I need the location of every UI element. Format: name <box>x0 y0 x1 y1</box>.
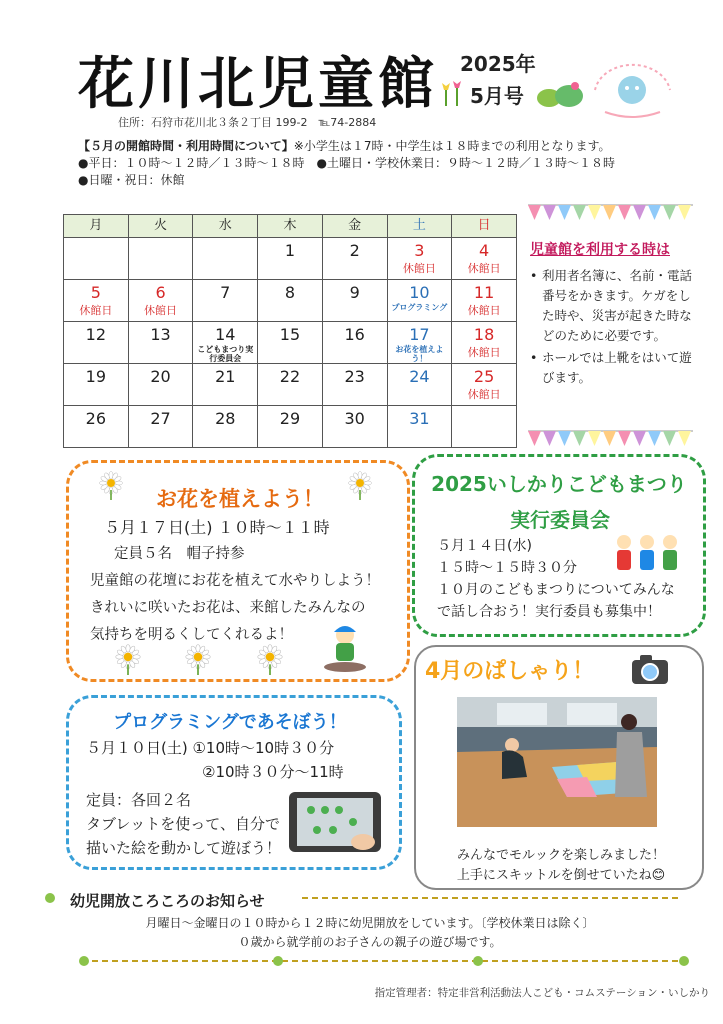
photo-report-title: 4月のぱしゃり！ <box>425 659 595 684</box>
festival-line: で話し合おう！実行委員も募集中！ <box>437 604 661 620</box>
daisy-icon <box>112 643 144 675</box>
calendar-day-cell <box>193 406 258 448</box>
daisy-icon <box>182 643 214 675</box>
calendar-day-cell <box>322 238 387 280</box>
calendar-day-number: 19 <box>85 367 107 386</box>
calendar-day-cell <box>387 280 452 322</box>
calendar-day-number: 31 <box>409 409 430 428</box>
bunting-flag <box>528 205 541 220</box>
calendar-day-cell <box>452 280 517 322</box>
calendar-day-number: 24 <box>409 367 430 386</box>
calendar-day-cell <box>128 280 193 322</box>
calendar-week-row <box>64 406 517 448</box>
infant-open-text <box>60 914 680 952</box>
calendar-day-number: 14 <box>215 325 236 344</box>
calendar-day-number: 4 <box>479 241 490 260</box>
photo-caption-line: みんなでモルックを楽しみました！ <box>456 848 665 863</box>
flower-event-line: 気持ちを明るくしてくれるよ！ <box>90 627 293 643</box>
calendar-day-number: 5 <box>90 283 101 302</box>
daisy-icon <box>96 470 126 500</box>
flower-event-capacity: 定員５名 帽子持参 <box>114 546 245 562</box>
calendar-day-number: 12 <box>85 325 107 344</box>
photo-caption <box>430 846 692 886</box>
calendar-day-cell <box>258 406 323 448</box>
calendar-day-cell <box>322 406 387 448</box>
bunting-flag <box>678 431 691 446</box>
tablet-illustration <box>287 790 383 854</box>
children-illustration <box>612 532 682 572</box>
hours-heading-line <box>78 138 678 155</box>
bunting-flag <box>618 205 631 220</box>
calendar-day-cell <box>387 322 452 364</box>
weekday-header: 金 <box>322 215 387 238</box>
photo-caption-line: 上手にスキットルを倒せていたね😊 <box>456 868 666 883</box>
footer-manager: 指定管理者：特定非営利活動法人こども・コムステーション・いしかり <box>374 987 710 999</box>
calendar-day-number: 26 <box>85 409 107 428</box>
infant-open-line: ０歳から就学前のお子さんの親子の遊び場です。 <box>238 935 502 949</box>
calendar-day-cell <box>452 406 517 448</box>
programming-line: 描いた絵を動かして遊ぼう！ <box>86 839 282 857</box>
calendar-day-number: 30 <box>344 409 365 428</box>
bunting-flag <box>633 205 646 220</box>
usage-rules-title: 児童館を利用する時は <box>530 242 670 258</box>
calendar-day-cell <box>193 322 258 364</box>
calendar-week-row <box>64 364 517 406</box>
calendar-day-number: 16 <box>344 325 365 344</box>
flower-event-title: お花を植えよう！ <box>156 487 324 511</box>
calendar-day-cell <box>64 406 129 448</box>
bunting-decoration <box>528 430 693 448</box>
calendar-day-cell <box>128 322 193 364</box>
weekday-header: 水 <box>193 215 258 238</box>
calendar-day-number: 22 <box>279 367 301 386</box>
infant-open-title: 幼児開放ころころのお知らせ <box>70 892 265 910</box>
calendar-day-number: 18 <box>473 325 495 344</box>
bunting-flag <box>528 431 541 446</box>
programming-capacity: 定員：各回２名 <box>86 791 192 809</box>
molkky-photo <box>457 697 657 827</box>
calendar-body <box>64 238 517 448</box>
festival-title: 2025いしかりこどもまつり <box>431 472 687 496</box>
calendar-day-number: 8 <box>284 283 296 302</box>
calendar-week-row <box>64 280 517 322</box>
calendar-day-number: 25 <box>473 367 495 386</box>
weekday-header-sunday: 日 <box>452 215 517 238</box>
daisy-icon <box>254 643 286 675</box>
flower-event-line: きれいに咲いたお花は、来館したみんなの <box>90 600 366 616</box>
usage-rules-list <box>530 266 695 388</box>
bunting-flag <box>603 431 616 446</box>
bunting-flag <box>558 431 571 446</box>
calendar-day-number: 9 <box>349 283 360 302</box>
calendar-day-number: 28 <box>215 409 236 428</box>
festival-line: １０月のこどもまつりについてみんな <box>437 582 675 598</box>
bunting-flag <box>648 431 661 446</box>
bunting-flag <box>558 205 571 220</box>
calendar-header-row <box>64 215 517 238</box>
calendar-day-number: 29 <box>279 409 301 428</box>
calendar-day-cell <box>387 364 452 406</box>
bunting-flag <box>543 431 556 446</box>
flower-event-line: 児童館の花壇にお花を植えて水やりしよう！ <box>90 573 380 589</box>
bunting-flag <box>633 431 646 446</box>
bunting-flag <box>678 205 691 220</box>
hours-heading: 【５月の開館時間・利用時間について】 <box>78 139 294 153</box>
calendar-day-number: 2 <box>349 241 360 260</box>
calendar-event-label: お花を植えよう！ <box>395 345 444 363</box>
calendar-day-number: 21 <box>215 367 236 386</box>
calendar-day-number: 1 <box>284 241 296 260</box>
bunting-flag <box>663 205 676 220</box>
calendar-day-number: 11 <box>473 283 495 302</box>
calendar-day-cell <box>64 280 129 322</box>
weekday-header: 月 <box>64 215 129 238</box>
calendar-day-cell <box>258 364 323 406</box>
calendar-day-cell <box>64 322 129 364</box>
bunting-flag <box>573 205 586 220</box>
calendar-closed-label: 休館日 <box>467 262 501 275</box>
bunting-flag <box>648 205 661 220</box>
calendar-closed-label: 休館日 <box>402 262 436 275</box>
tulip-illustration <box>440 78 464 106</box>
issue-label: 5月号 <box>470 84 524 108</box>
programming-date-2: ②10時３０分～11時 <box>202 763 344 781</box>
calendar-day-cell <box>193 280 258 322</box>
calendar-day-cell <box>322 322 387 364</box>
hours-section <box>78 138 678 189</box>
calendar-day-number: 6 <box>155 283 166 302</box>
logo-icon <box>585 50 680 122</box>
festival-subtitle: 実行委員会 <box>510 508 610 532</box>
bunting-flag <box>588 205 601 220</box>
usage-rules-panel <box>530 240 695 390</box>
calendar-day-cell <box>128 238 193 280</box>
usage-rule-item: • 利用者名簿に、名前・電話番号をかきます。ケガをした時や、災害が起きた時などのために必要です。 <box>530 266 695 346</box>
calendar-week-row <box>64 322 517 364</box>
calendar-closed-label: 休館日 <box>467 388 501 401</box>
calendar-day-cell <box>452 364 517 406</box>
weekday-header: 木 <box>258 215 323 238</box>
calendar-day-cell <box>258 280 323 322</box>
calendar-day-cell <box>387 238 452 280</box>
dotted-divider <box>78 955 690 967</box>
daisy-icon <box>345 470 375 500</box>
calendar-day-cell <box>322 364 387 406</box>
calendar-day-cell <box>258 238 323 280</box>
calendar-event-label: こどもまつり実行委員会 <box>197 345 254 363</box>
bunting-flag <box>603 205 616 220</box>
calendar-day-cell <box>452 322 517 364</box>
calendar-table <box>63 214 517 448</box>
calendar-week-row <box>64 238 517 280</box>
calendar-closed-label: 休館日 <box>144 304 178 317</box>
hours-note: ※小学生は１7時・中学生は１８時までの利用となります。 <box>293 139 611 153</box>
flower-event-date: ５月１７日(土) １０時～１１時 <box>104 518 330 537</box>
hours-saturday: ●土曜日・学校休業日：９時～１２時／１３時～１８時 <box>316 156 615 170</box>
calendar-closed-label: 休館日 <box>467 304 501 317</box>
calendar-day-number: 23 <box>344 367 365 386</box>
calendar-day-cell <box>193 238 258 280</box>
programming-line: タブレットを使って、自分で <box>86 815 280 833</box>
calendar-day-cell <box>452 238 517 280</box>
bunting-decoration <box>528 204 693 222</box>
calendar-day-number: 10 <box>409 283 430 302</box>
calendar-closed-label: 休館日 <box>79 304 113 317</box>
bunting-flag <box>573 431 586 446</box>
usage-rule-item: • ホールでは上靴をはいて遊びます。 <box>530 348 695 388</box>
festival-time: １５時～１５時３０分 <box>437 560 577 576</box>
calendar-day-cell <box>128 364 193 406</box>
calendar-day-cell <box>64 238 129 280</box>
infant-open-line: 月曜日～金曜日の１０時から１２時に幼児開放をしています。〔学校休業日は除く〕 <box>145 916 595 930</box>
calendar-day-cell <box>322 280 387 322</box>
calendar-event-label: プログラミング <box>391 303 448 312</box>
calendar-day-cell <box>193 364 258 406</box>
calendar-day-number: 20 <box>150 367 171 386</box>
calendar-closed-label: 休館日 <box>467 346 501 359</box>
calendar-day-number: 13 <box>150 325 171 344</box>
calendar-day-number: 7 <box>220 283 231 302</box>
weekday-header-saturday: 土 <box>387 215 452 238</box>
programming-date-1: ５月１０日(土) ①10時～10時３０分 <box>86 739 335 757</box>
address: 住所：石狩市花川北３条２丁目 199-2 ℡74-2884 <box>118 116 377 129</box>
gardening-kid-illustration <box>322 620 368 672</box>
calendar-day-cell <box>258 322 323 364</box>
greenery-illustration <box>535 78 585 108</box>
weekday-header: 火 <box>128 215 193 238</box>
calendar-day-cell <box>64 364 129 406</box>
camera-icon <box>630 652 670 686</box>
bunting-flag <box>588 431 601 446</box>
hours-holiday: ●日曜・祝日：休館 <box>78 173 185 187</box>
festival-date: ５月１４日(水) <box>437 538 532 554</box>
calendar-day-cell <box>128 406 193 448</box>
hours-weekday: ●平日：１０時～１２時／１３時～１８時 <box>78 156 305 170</box>
bunting-flag <box>543 205 556 220</box>
page-title: 花川北児童館 <box>78 52 438 117</box>
programming-event-title: プログラミングであそぼう！ <box>113 712 347 733</box>
hours-weekday-line <box>78 155 678 172</box>
calendar-day-number: 15 <box>279 325 301 344</box>
calendar-day-number: 17 <box>409 325 430 344</box>
calendar-day-number: 3 <box>414 241 425 260</box>
bunting-flag <box>618 431 631 446</box>
calendar-day-number: 27 <box>150 409 171 428</box>
calendar-day-cell <box>387 406 452 448</box>
year-label: 2025年 <box>460 52 536 76</box>
bunting-flag <box>663 431 676 446</box>
